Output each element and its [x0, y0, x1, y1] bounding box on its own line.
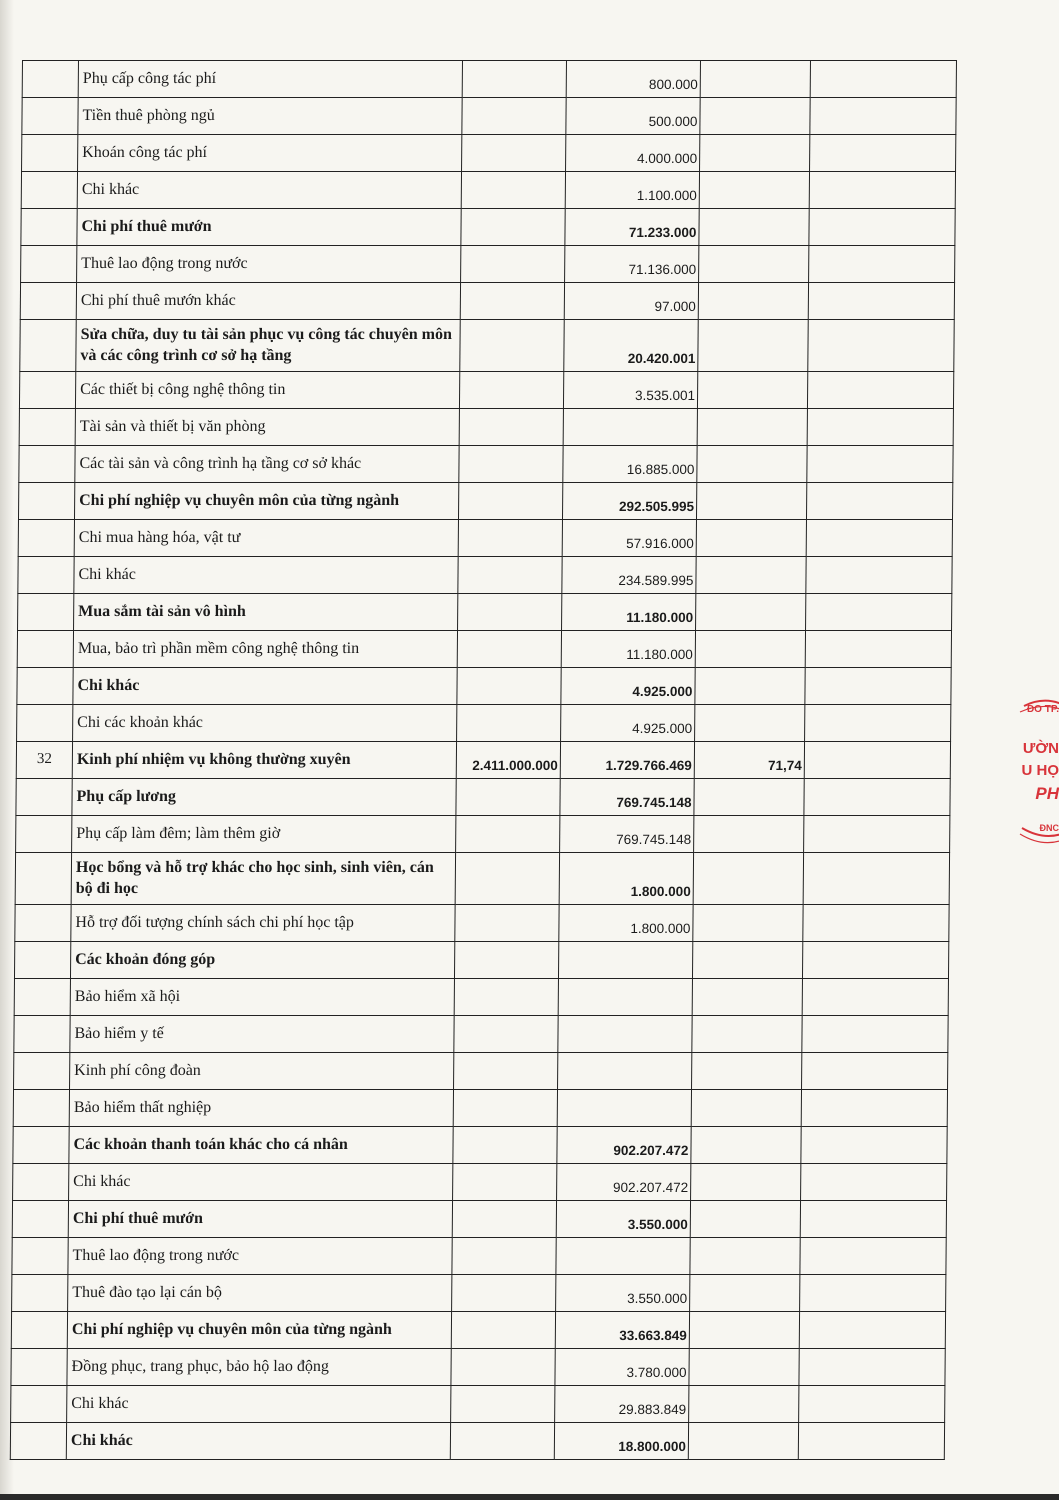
row-note: [799, 1386, 945, 1423]
row-note: [806, 557, 952, 594]
row-description: Chi khác: [74, 557, 458, 594]
row-number: [12, 1238, 68, 1275]
row-description: Phụ cấp công tác phí: [78, 61, 462, 98]
row-ratio: [696, 594, 806, 631]
row-actual: 1.800.000: [559, 853, 693, 905]
row-estimate: [462, 61, 566, 98]
row-estimate: [452, 1275, 556, 1312]
row-number: [15, 853, 71, 905]
row-note: [806, 483, 952, 520]
table-row: [22, 61, 956, 98]
row-ratio: [700, 61, 810, 98]
row-note: [810, 61, 956, 98]
row-note: [807, 409, 953, 446]
row-actual: 4.000.000: [566, 135, 700, 172]
row-note: [805, 705, 951, 742]
row-description: Bảo hiểm xã hội: [70, 979, 454, 1016]
stamp-text-line1: ƯỜN: [1022, 740, 1059, 757]
row-ratio: [695, 668, 805, 705]
row-actual: 71.136.000: [565, 246, 699, 283]
row-number: [18, 594, 74, 631]
row-actual: 18.800.000: [554, 1423, 688, 1460]
row-note: [799, 1312, 945, 1349]
row-ratio: [698, 283, 808, 320]
table-row: [21, 209, 955, 246]
table-row: [18, 594, 952, 631]
row-estimate: [453, 1127, 557, 1164]
row-ratio: [695, 631, 805, 668]
row-estimate: [453, 1164, 557, 1201]
row-description: Mua, bảo trì phần mềm công nghệ thông tin: [73, 631, 457, 668]
row-number: [11, 1349, 67, 1386]
row-ratio: [698, 320, 808, 372]
row-note: [801, 1127, 947, 1164]
row-estimate: [459, 446, 563, 483]
row-actual: [557, 1090, 691, 1127]
table-row: [13, 1127, 947, 1164]
row-ratio: [699, 246, 809, 283]
row-actual: 769.745.148: [560, 816, 694, 853]
row-note: [802, 1053, 948, 1090]
row-estimate: [462, 135, 566, 172]
row-ratio: [690, 1275, 800, 1312]
table-row: [11, 1386, 945, 1423]
row-note: [806, 594, 952, 631]
row-actual: 234.589.995: [562, 557, 696, 594]
row-ratio: [690, 1201, 800, 1238]
table-row: [14, 1053, 948, 1090]
row-estimate: [457, 668, 561, 705]
row-actual: [558, 1053, 692, 1090]
row-ratio: [696, 557, 806, 594]
row-description: Chi phí thuê mướn: [68, 1201, 452, 1238]
row-estimate: [461, 209, 565, 246]
row-ratio: [689, 1386, 799, 1423]
row-description: Thuê lao động trong nước: [68, 1238, 452, 1275]
row-actual: [563, 409, 697, 446]
row-note: [802, 942, 948, 979]
row-number: [10, 1423, 66, 1460]
row-number: [14, 1016, 70, 1053]
row-description: Các khoản thanh toán khác cho cá nhân: [69, 1127, 453, 1164]
row-actual: 3.550.000: [556, 1201, 690, 1238]
table-row: [12, 1201, 946, 1238]
row-estimate: 2.411.000.000: [456, 742, 560, 779]
row-ratio: [696, 520, 806, 557]
row-actual: 1.100.000: [565, 172, 699, 209]
row-estimate: [456, 816, 560, 853]
row-note: [801, 1164, 947, 1201]
row-estimate: [461, 246, 565, 283]
table-row: [22, 98, 956, 135]
row-actual: 769.745.148: [560, 779, 694, 816]
row-note: [800, 1201, 946, 1238]
row-number: [14, 979, 70, 1016]
row-number: [17, 668, 73, 705]
row-note: [806, 520, 952, 557]
table-row: [14, 942, 948, 979]
row-note: [803, 853, 949, 905]
row-description: Sửa chữa, duy tu tài sản phục vụ công tác chuyên môn và các công trình cơ sở hạ tầng: [76, 320, 460, 372]
row-number: [18, 483, 74, 520]
row-estimate: [461, 172, 565, 209]
row-estimate: [454, 942, 558, 979]
table-row: [14, 1016, 948, 1053]
row-description: Chi phí nghiệp vụ chuyên môn của từng ngành: [67, 1312, 451, 1349]
row-estimate: [458, 594, 562, 631]
row-description: Tiền thuê phòng ngủ: [78, 98, 462, 135]
row-actual: 97.000: [564, 283, 698, 320]
row-description: Chi khác: [73, 668, 457, 705]
row-estimate: [451, 1312, 555, 1349]
row-number: [22, 61, 78, 98]
row-note: [810, 98, 956, 135]
row-description: Học bổng và hỗ trợ khác cho học sinh, sinh viên, cán bộ đi học: [71, 853, 455, 905]
row-note: [804, 779, 950, 816]
stamp-text-bottom: ĐNC: [1039, 823, 1059, 833]
row-description: Đồng phục, trang phục, bảo hộ lao động: [67, 1349, 451, 1386]
row-ratio: [700, 98, 810, 135]
row-description: Chi phí thuê mướn: [77, 209, 461, 246]
row-ratio: [693, 853, 803, 905]
row-ratio: [692, 942, 802, 979]
table-row: [17, 631, 951, 668]
table-row: [16, 742, 950, 779]
row-number: [17, 705, 73, 742]
row-note: [809, 209, 955, 246]
row-ratio: 71,74: [694, 742, 804, 779]
row-ratio: [691, 1164, 801, 1201]
table-row: [10, 1423, 944, 1460]
row-actual: 16.885.000: [563, 446, 697, 483]
table-row: [21, 246, 955, 283]
row-ratio: [691, 1090, 801, 1127]
row-estimate: [460, 283, 564, 320]
row-number: [19, 409, 75, 446]
stamp-text-top: ĐO TP.: [1026, 704, 1059, 715]
row-description: Kinh phí công đoàn: [70, 1053, 454, 1090]
row-number: [19, 372, 75, 409]
row-number: [13, 1090, 69, 1127]
row-note: [809, 246, 955, 283]
row-actual: 4.925.000: [561, 668, 695, 705]
row-ratio: [692, 1016, 802, 1053]
table-row: [21, 172, 955, 209]
row-estimate: [452, 1238, 556, 1275]
row-number: [11, 1312, 67, 1349]
row-number: [18, 520, 74, 557]
row-actual: 1.729.766.469: [560, 742, 694, 779]
row-ratio: [697, 409, 807, 446]
row-note: [804, 742, 950, 779]
table-row: [12, 1238, 946, 1275]
row-number: [12, 1201, 68, 1238]
row-actual: [558, 942, 692, 979]
row-ratio: [697, 446, 807, 483]
row-description: Chi các khoản khác: [73, 705, 457, 742]
row-actual: [556, 1238, 690, 1275]
row-actual: 11.180.000: [562, 594, 696, 631]
row-note: [805, 631, 951, 668]
row-note: [800, 1238, 946, 1275]
table-row: [16, 816, 950, 853]
row-description: Phụ cấp lương: [72, 779, 456, 816]
row-description: Mua sắm tài sản vô hình: [74, 594, 458, 631]
row-description: Chi phí nghiệp vụ chuyên môn của từng ngành: [74, 483, 458, 520]
row-number: [21, 246, 77, 283]
row-actual: 3.780.000: [555, 1349, 689, 1386]
row-note: [805, 668, 951, 705]
row-actual: 57.916.000: [562, 520, 696, 557]
table-row: [12, 1275, 946, 1312]
row-description: Thuê đào tạo lại cán bộ: [68, 1275, 452, 1312]
row-description: Thuê lao động trong nước: [77, 246, 461, 283]
table-row: [18, 520, 952, 557]
table-row: [20, 283, 954, 320]
row-note: [801, 1090, 947, 1127]
row-ratio: [693, 905, 803, 942]
row-estimate: [462, 98, 566, 135]
row-actual: 1.800.000: [559, 905, 693, 942]
table-row: [11, 1349, 945, 1386]
row-estimate: [455, 905, 559, 942]
row-actual: [558, 1016, 692, 1053]
row-estimate: [454, 1016, 558, 1053]
row-number: [20, 320, 76, 372]
row-ratio: [688, 1423, 798, 1460]
table-row: [15, 905, 949, 942]
row-ratio: [694, 816, 804, 853]
row-number: [22, 98, 78, 135]
row-description: Kinh phí nhiệm vụ không thường xuyên: [72, 742, 456, 779]
row-description: Các thiết bị công nghệ thông tin: [75, 372, 459, 409]
row-description: Chi khác: [67, 1386, 451, 1423]
row-number: [17, 631, 73, 668]
row-number: [12, 1275, 68, 1312]
table-row: [13, 1090, 947, 1127]
row-actual: [558, 979, 692, 1016]
table-row: [11, 1312, 945, 1349]
row-actual: 3.535.001: [563, 372, 697, 409]
budget-table-body: [10, 61, 956, 1460]
row-number: [22, 135, 78, 172]
table-row: [13, 1164, 947, 1201]
row-note: [803, 905, 949, 942]
row-note: [808, 283, 954, 320]
row-ratio: [689, 1312, 799, 1349]
row-estimate: [450, 1423, 554, 1460]
row-ratio: [692, 979, 802, 1016]
row-estimate: [459, 372, 563, 409]
row-note: [798, 1423, 944, 1460]
row-estimate: [452, 1201, 556, 1238]
row-number: [18, 557, 74, 594]
table-row: [16, 779, 950, 816]
row-ratio: [689, 1349, 799, 1386]
row-note: [799, 1349, 945, 1386]
row-note: [802, 979, 948, 1016]
row-description: Hỗ trợ đối tượng chính sách chi phí học tập: [71, 905, 455, 942]
row-actual: 33.663.849: [555, 1312, 689, 1349]
row-number: 32: [16, 742, 72, 779]
row-actual: 11.180.000: [561, 631, 695, 668]
row-estimate: [458, 557, 562, 594]
row-note: [800, 1275, 946, 1312]
table-row: [18, 557, 952, 594]
row-description: Chi khác: [69, 1164, 453, 1201]
row-ratio: [690, 1238, 800, 1275]
row-estimate: [458, 483, 562, 520]
row-description: Bảo hiểm y tế: [70, 1016, 454, 1053]
table-row: [22, 135, 956, 172]
row-estimate: [456, 779, 560, 816]
row-estimate: [455, 853, 559, 905]
stamp-text-line2: U HỌ: [1021, 762, 1059, 779]
row-note: [807, 372, 953, 409]
row-ratio: [696, 483, 806, 520]
row-description: Chi phí thuê mướn khác: [76, 283, 460, 320]
row-actual: 71.233.000: [565, 209, 699, 246]
table-row: [17, 705, 951, 742]
row-note: [807, 446, 953, 483]
row-actual: 3.550.000: [556, 1275, 690, 1312]
row-ratio: [699, 172, 809, 209]
row-estimate: [460, 320, 564, 372]
row-actual: 20.420.001: [564, 320, 698, 372]
row-number: [15, 905, 71, 942]
row-description: Các khoản đóng góp: [70, 942, 454, 979]
row-actual: 800.000: [566, 61, 700, 98]
row-estimate: [451, 1386, 555, 1423]
row-note: [810, 135, 956, 172]
table-row: [19, 409, 953, 446]
table-row: [18, 483, 952, 520]
row-ratio: [697, 372, 807, 409]
row-ratio: [694, 779, 804, 816]
row-actual: 4.925.000: [561, 705, 695, 742]
budget-table: [10, 60, 957, 1460]
row-estimate: [454, 1053, 558, 1090]
row-description: Chi khác: [66, 1423, 450, 1460]
row-number: [16, 816, 72, 853]
row-estimate: [454, 979, 558, 1016]
row-number: [13, 1127, 69, 1164]
row-ratio: [700, 135, 810, 172]
table-row: [19, 446, 953, 483]
row-actual: 292.505.995: [562, 483, 696, 520]
row-actual: 902.207.472: [557, 1164, 691, 1201]
row-actual: 29.883.849: [555, 1386, 689, 1423]
row-note: [808, 320, 954, 372]
row-number: [13, 1164, 69, 1201]
stamp-text-line3: PH: [1035, 784, 1059, 803]
row-estimate: [457, 705, 561, 742]
row-note: [804, 816, 950, 853]
row-actual: 902.207.472: [557, 1127, 691, 1164]
row-estimate: [457, 631, 561, 668]
row-number: [11, 1386, 67, 1423]
row-description: Khoán công tác phí: [78, 135, 462, 172]
row-number: [16, 779, 72, 816]
row-number: [14, 942, 70, 979]
red-seal-stamp: [1016, 692, 1059, 852]
scan-bottom-edge: [0, 1494, 1059, 1500]
table-row: [20, 320, 954, 372]
row-number: [21, 172, 77, 209]
row-number: [19, 446, 75, 483]
row-number: [20, 283, 76, 320]
row-description: Các tài sản và công trình hạ tầng cơ sở khác: [75, 446, 459, 483]
row-estimate: [453, 1090, 557, 1127]
row-note: [802, 1016, 948, 1053]
table-row: [19, 372, 953, 409]
row-ratio: [691, 1127, 801, 1164]
row-ratio: [695, 705, 805, 742]
table-row: [14, 979, 948, 1016]
row-description: Chi khác: [77, 172, 461, 209]
row-description: Bảo hiểm thất nghiệp: [69, 1090, 453, 1127]
row-description: Chi mua hàng hóa, vật tư: [74, 520, 458, 557]
row-estimate: [459, 409, 563, 446]
row-number: [21, 209, 77, 246]
row-estimate: [451, 1349, 555, 1386]
row-description: Phụ cấp làm đêm; làm thêm giờ: [72, 816, 456, 853]
row-ratio: [699, 209, 809, 246]
row-note: [809, 172, 955, 209]
row-description: Tài sản và thiết bị văn phòng: [75, 409, 459, 446]
row-ratio: [692, 1053, 802, 1090]
table-row: [17, 668, 951, 705]
table-row: [15, 853, 949, 905]
row-estimate: [458, 520, 562, 557]
row-actual: 500.000: [566, 98, 700, 135]
row-number: [14, 1053, 70, 1090]
